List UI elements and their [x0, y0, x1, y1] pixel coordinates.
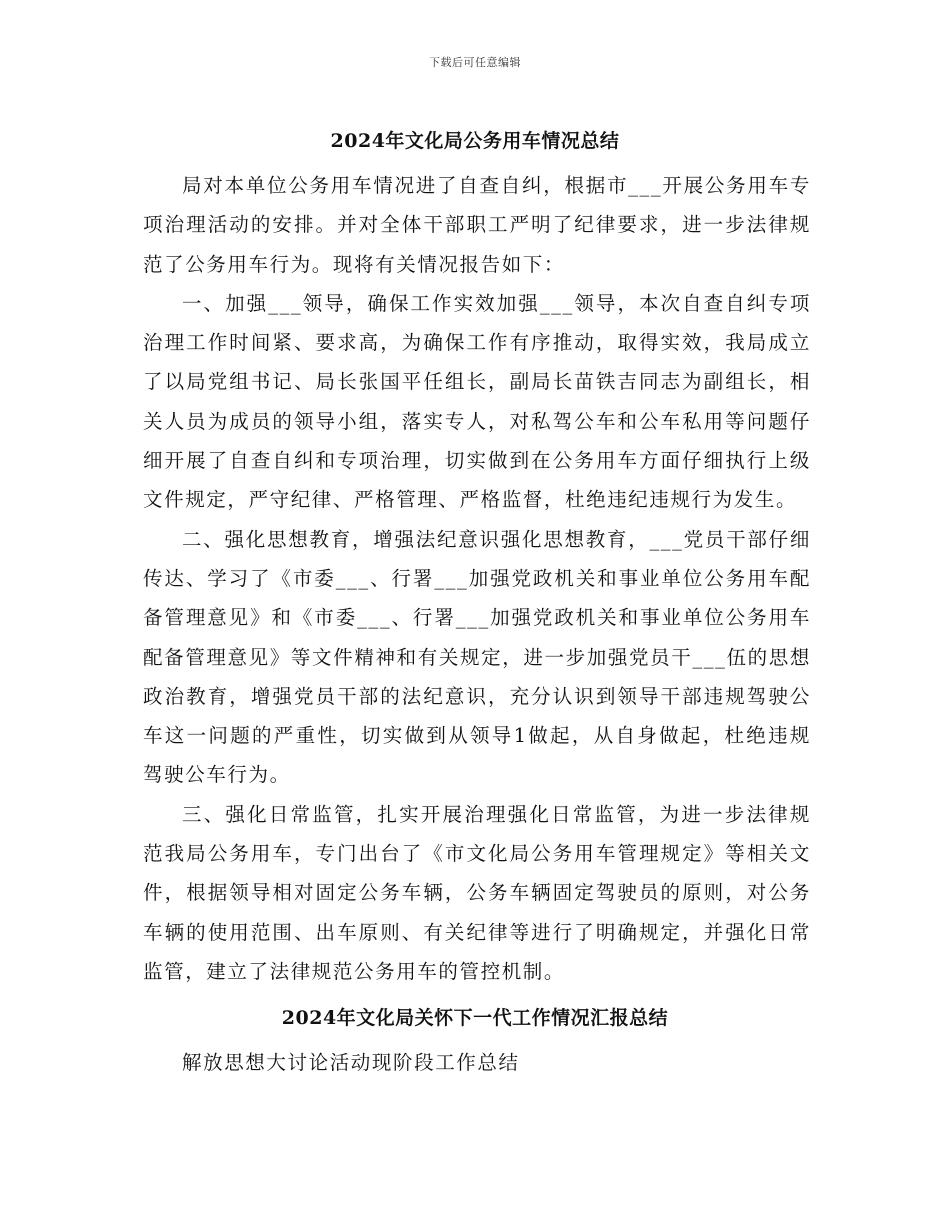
second-intro-paragraph: 解放思想大讨论活动现阶段工作总结: [182, 1051, 520, 1074]
second-document-title: 2024年文化局关怀下一代工作情况汇报总结: [281, 1007, 669, 1029]
second-document-body: [143, 1043, 811, 1082]
section-one-paragraph: 一、加强___领导，确保工作实效加强___领导，本次自查自纠专项治理工作时间紧、要求高，为确保工作有序推动，取得实效，我局成立了以局党组书记、局长张国平任组长，副局长苗铁吉同志为副组长，相关人员为成员的领导小组，落实专人，对私驾公车和公车私用等问题仔细开展了自查自纠和专项治理，切实做到在公务用车方面仔细执行上级文件规定，严守纪律、严格管理、严格监督，杜绝违纪违规行为发生。: [143, 291, 811, 512]
document-body: [143, 166, 811, 991]
section-three-paragraph: 三、强化日常监管，扎实开展治理强化日常监管，为进一步法律规范我局公务用车，专门出台了《市文化局公务用车管理规定》等相关文件，根据领导相对固定公务车辆，公务车辆固定驾驶员的原则，对公务车辆的使用范围、出车原则、有关纪律等进行了明确规定，并强化日常监管，建立了法律规范公务用车的管控机制。: [143, 802, 811, 983]
section-two-paragraph: 二、强化思想教育，增强法纪意识强化思想教育，___党员干部仔细传达、学习了《市委___、行署___加强党政机关和事业单位公务用车配备管理意见》和《市委___、行署___加强党政机关和事业单位公务用车配备管理意见》等文件精神和有关规定，进一步加强党员干___伍的思想政治教育，增强党员干部的法纪意识，充分认识到领导干部违规驾驶公车这一问题的严重性，切实做到从领导1做起，从自身做起，杜绝违规驾驶公车行为。: [143, 527, 811, 787]
intro-paragraph: 局对本单位公务用车情况进了自查自纠，根据市___开展公务用车专项治理活动的安排。并对全体干部职工严明了纪律要求，进一步法律规范了公务用车行为。现将有关情况报告如下：: [143, 174, 811, 276]
document-title: 2024年文化局公务用车情况总结: [330, 130, 620, 152]
header-note: 下载后可任意编辑: [429, 56, 521, 69]
